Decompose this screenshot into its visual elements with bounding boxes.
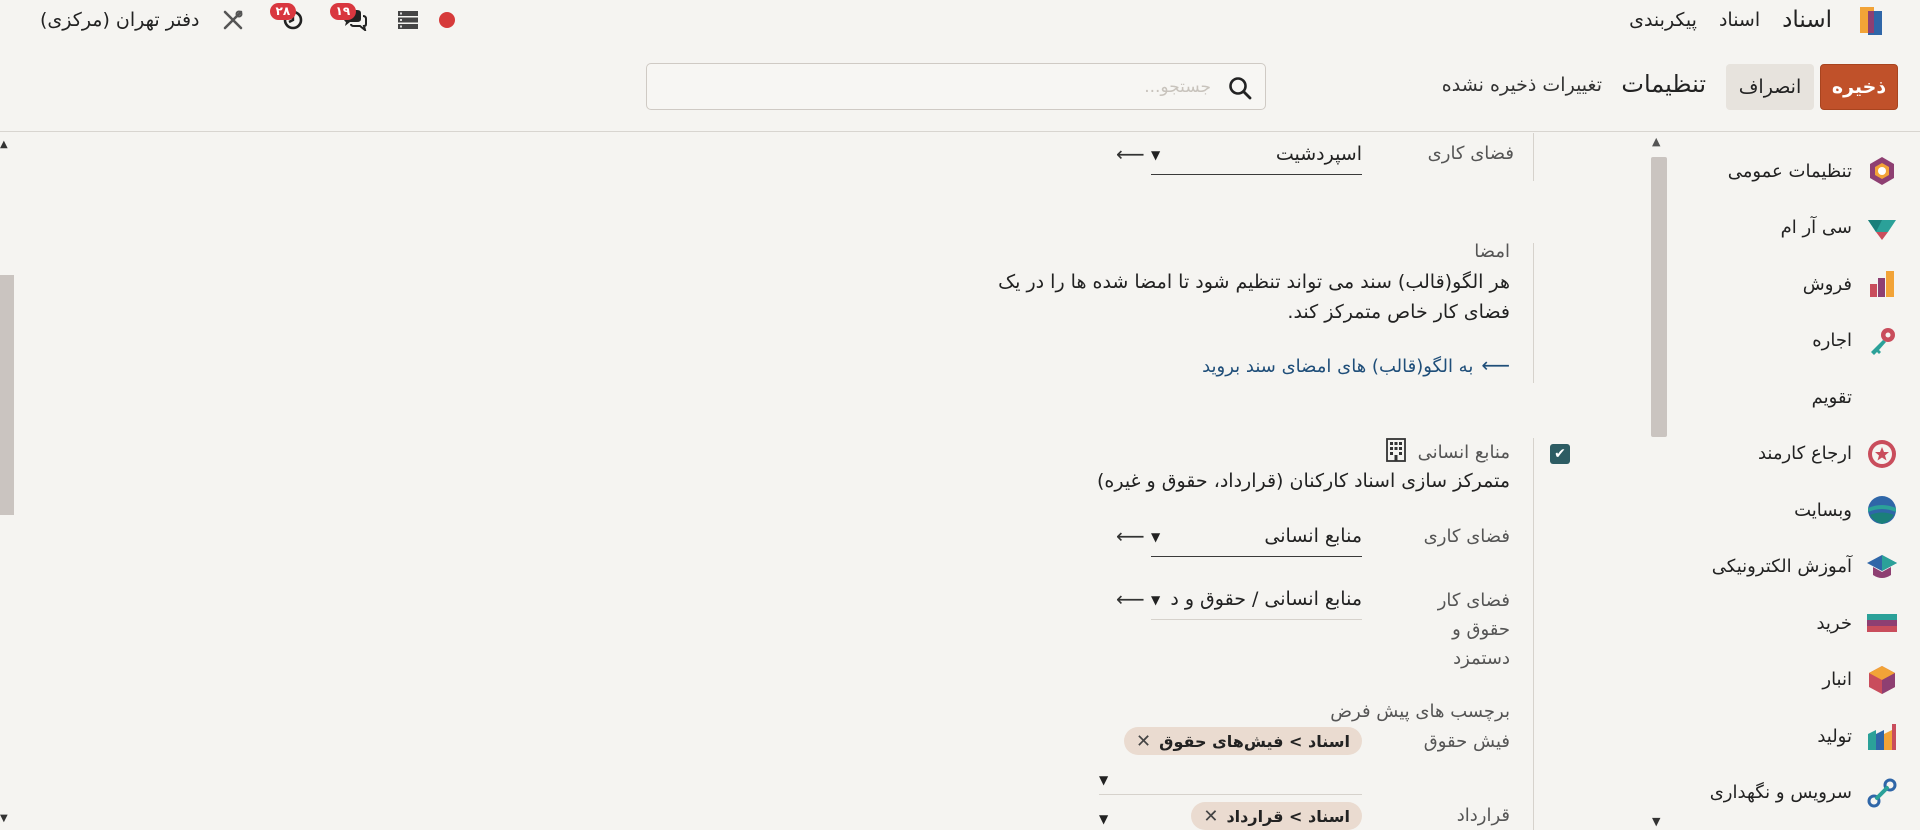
main-scrollbar[interactable] [0, 133, 14, 830]
search-icon[interactable] [1227, 75, 1253, 101]
chevron-down-icon[interactable]: ▼ [1099, 812, 1109, 826]
settings-content [14, 133, 1634, 830]
remove-tag-icon[interactable]: ✕ [1203, 805, 1219, 827]
sidebar-item-crm[interactable] [1668, 200, 1898, 257]
spreadsheet-workspace-select[interactable] [1151, 137, 1362, 175]
discard-button[interactable]: انصراف [1726, 64, 1814, 110]
sidebar-item-label: تنظیمات عمومی [1727, 160, 1852, 182]
elearning-icon [1866, 551, 1898, 583]
payslip-label: فیش حقوق [1423, 731, 1510, 752]
sidebar-item-general-settings[interactable] [1668, 143, 1898, 200]
search-input[interactable] [671, 72, 1211, 102]
sidebar-app-list [1668, 143, 1898, 821]
sign-description-line1: هر الگو(قالب) سند می تواند تنظیم شود تا امضا شده ها را در یک [998, 271, 1510, 293]
contract-label: قرارداد [1456, 805, 1510, 826]
payroll-workspace-label-line1: فضای کار [1437, 590, 1510, 611]
sidebar-item-label: آموزش الکترونیکی [1711, 556, 1852, 578]
sidebar-item-manufacturing[interactable] [1668, 708, 1898, 765]
spreadsheet-workspace-value: اسپردشیت [1275, 143, 1362, 165]
general-settings-icon [1866, 155, 1898, 187]
save-button[interactable]: ذخیره [1820, 64, 1898, 110]
top-navbar [0, 0, 1920, 40]
hr-description: متمرکز سازی اسناد کارکنان (قرارداد، حقوق و غیره) [1096, 470, 1510, 492]
sidebar-scrollbar[interactable] [1648, 133, 1668, 830]
menu-documents[interactable]: اسناد [1718, 9, 1761, 31]
crm-icon [1866, 212, 1898, 244]
activity-badge: ۲۸ [270, 3, 297, 20]
contract-tag-label: اسناد > قرارداد [1226, 806, 1350, 826]
sidebar-item-label: اجاره [1812, 330, 1852, 352]
activity-button[interactable] [275, 4, 304, 31]
payslip-tag-label: اسناد > فیش‌های حقوق [1159, 731, 1350, 751]
sidebar-item-calendar[interactable] [1668, 369, 1898, 426]
payslip-tags-input[interactable] [1099, 794, 1362, 795]
payroll-workspace-select[interactable] [1151, 582, 1362, 620]
sign-description-line2: فضای کار خاص متمرکز کند. [1287, 301, 1510, 323]
sidebar-item-label: تولید [1817, 725, 1852, 747]
sign-templates-link-label: به الگو(قالب) های امضای سند بروید [1202, 356, 1474, 377]
documents-app-logo-icon[interactable] [1854, 3, 1888, 37]
sidebar-item-rental[interactable] [1668, 313, 1898, 370]
menu-configuration[interactable]: پیکربندی [1629, 9, 1697, 31]
messages-badge: ۱۹ [330, 3, 357, 20]
sidebar-item-label: سی آر ام [1780, 217, 1852, 239]
setting-divider [1533, 438, 1534, 830]
company-switcher[interactable]: دفتر تهران (مرکزی) [40, 9, 200, 31]
setting-divider [1533, 133, 1534, 181]
sign-title: امضا [1474, 241, 1510, 262]
sidebar-item-sales[interactable] [1668, 256, 1898, 313]
server-icon[interactable] [398, 11, 418, 29]
sidebar-item-inventory[interactable] [1668, 652, 1898, 709]
tools-icon[interactable] [222, 9, 244, 31]
open-workspace-arrow-icon[interactable]: ⟵ [1116, 524, 1145, 548]
scroll-up-arrow-icon[interactable]: ▲ [1652, 135, 1661, 148]
spreadsheet-workspace-label: فضای کاری [1427, 143, 1514, 164]
maintenance-icon [1866, 777, 1898, 809]
calendar-icon [1866, 381, 1898, 413]
sidebar-item-label: تقویم [1811, 386, 1852, 408]
open-workspace-arrow-icon[interactable]: ⟵ [1116, 142, 1145, 166]
contract-tag [1191, 802, 1362, 830]
open-workspace-arrow-icon[interactable]: ⟵ [1116, 587, 1145, 611]
status-dot-icon [438, 11, 456, 29]
manufacturing-icon [1866, 720, 1898, 752]
settings-app-sidebar [1648, 133, 1920, 830]
arrow-right-icon: ⟵ [1481, 353, 1510, 377]
hr-enable-checkbox[interactable]: ✔ [1550, 444, 1570, 464]
unsaved-changes-label: تغییرات ذخیره نشده [1441, 74, 1602, 96]
hr-title-text: منابع انسانی [1417, 442, 1510, 463]
scroll-down-arrow-icon[interactable]: ▼ [1652, 815, 1661, 828]
sidebar-item-referral[interactable] [1668, 426, 1898, 483]
payroll-workspace-label-line2: حقوق و [1452, 619, 1510, 640]
sidebar-item-label: وبسایت [1794, 499, 1852, 521]
website-icon [1866, 494, 1898, 526]
control-panel [0, 40, 1920, 132]
sidebar-scrollbar-thumb[interactable] [1651, 157, 1667, 437]
payroll-workspace-value: منابع انسانی / حقوق و د [1170, 588, 1362, 610]
payroll-workspace-label-line3: دستمزد [1453, 648, 1510, 669]
inventory-icon [1866, 664, 1898, 696]
company-building-icon [1386, 438, 1406, 462]
main-menu [1629, 0, 1888, 40]
payslip-tag [1124, 727, 1362, 755]
remove-tag-icon[interactable]: ✕ [1136, 730, 1152, 752]
sidebar-item-elearning[interactable] [1668, 539, 1898, 596]
chevron-down-icon: ▼ [1151, 148, 1161, 162]
app-name[interactable]: اسناد [1782, 7, 1832, 33]
calendar-icon-text [1866, 385, 1867, 413]
purchase-icon [1866, 607, 1898, 639]
hr-workspace-select[interactable] [1151, 519, 1362, 557]
sign-templates-link[interactable] [1202, 353, 1510, 377]
systray [40, 0, 456, 40]
sidebar-item-label: سرویس و نگهداری [1709, 782, 1852, 804]
rental-icon [1866, 325, 1898, 357]
default-tags-label: برچسب های پیش فرض [1330, 701, 1510, 722]
sales-icon [1866, 268, 1898, 300]
page-title: تنظیمات [1621, 70, 1706, 98]
chevron-down-icon[interactable]: ▼ [1099, 773, 1109, 787]
referral-icon [1866, 438, 1898, 470]
hr-title [1386, 438, 1510, 467]
sidebar-item-label: خرید [1816, 612, 1852, 634]
sidebar-item-maintenance[interactable] [1668, 765, 1898, 822]
chevron-down-icon: ▼ [1151, 530, 1161, 544]
sidebar-item-purchase[interactable] [1668, 595, 1898, 652]
sidebar-item-website[interactable] [1668, 482, 1898, 539]
search-box[interactable] [646, 63, 1266, 110]
sidebar-item-label: فروش [1802, 273, 1852, 295]
hr-workspace-label: فضای کاری [1423, 526, 1510, 547]
hr-workspace-value: منابع انسانی [1264, 525, 1362, 547]
scroll-up-arrow-icon[interactable]: ▲ [0, 139, 8, 150]
messages-button[interactable] [335, 4, 368, 31]
setting-divider [1533, 243, 1534, 383]
chevron-down-icon: ▼ [1151, 593, 1161, 607]
scroll-down-arrow-icon[interactable]: ▼ [0, 813, 8, 824]
sidebar-item-label: انبار [1822, 669, 1852, 691]
main-scrollbar-thumb[interactable] [0, 275, 14, 515]
sidebar-item-label: ارجاع کارمند [1757, 443, 1852, 465]
